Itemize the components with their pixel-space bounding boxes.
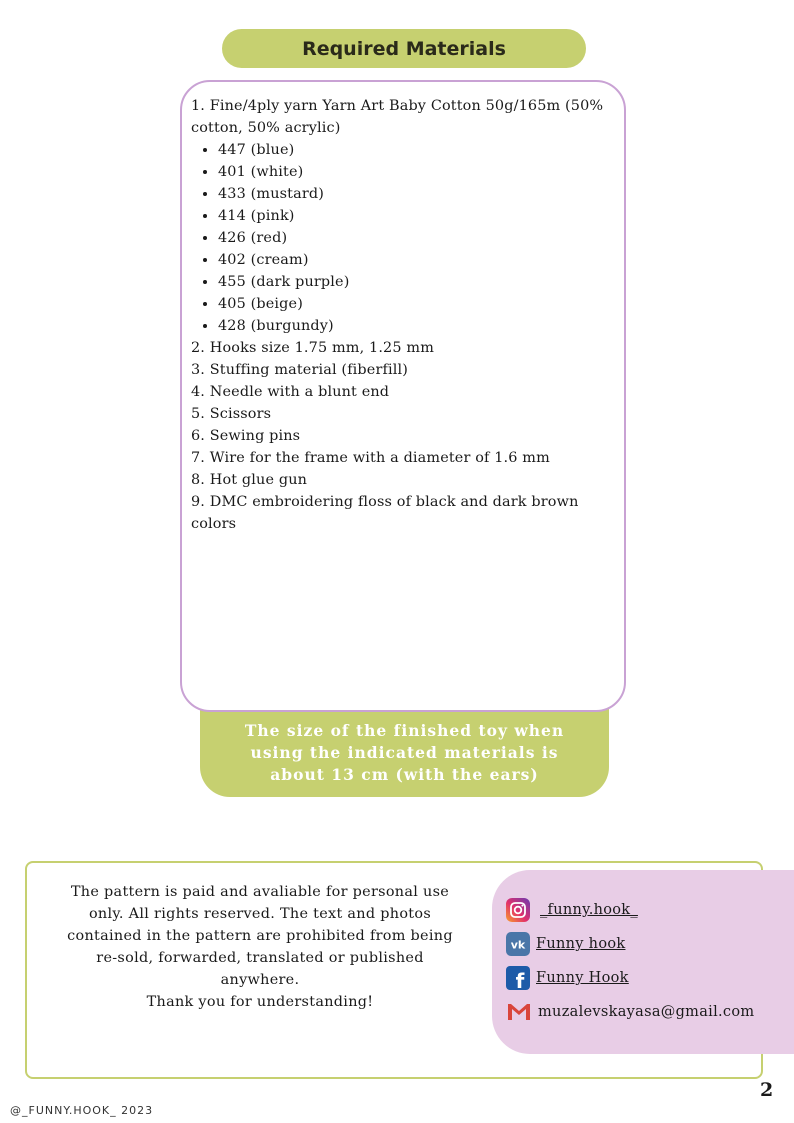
social-instagram[interactable] <box>506 898 638 922</box>
instagram-icon <box>506 898 530 922</box>
vk-icon <box>506 932 530 956</box>
material-item: 9. DMC embroidering floss of black and dark brown colors <box>191 494 579 532</box>
list-item: • 405 (beige) <box>218 293 611 315</box>
vk-handle[interactable]: Funny hook <box>536 936 626 952</box>
list-item: • 401 (white) <box>218 161 611 183</box>
list-item: • 426 (red) <box>218 227 611 249</box>
list-item: • 455 (dark purple) <box>218 271 611 293</box>
material-item: 3. Stuffing material (fiberfill) <box>191 362 408 378</box>
facebook-handle[interactable]: Funny Hook <box>536 970 629 986</box>
material-item: 6. Sewing pins <box>191 428 301 444</box>
list-item: • 433 (mustard) <box>218 183 611 205</box>
list-item: • 402 (cream) <box>218 249 611 271</box>
materials-list <box>191 95 611 535</box>
page-number: 2 <box>760 1079 774 1101</box>
material-item: 8. Hot glue gun <box>191 472 308 488</box>
page-title: Required Materials <box>222 29 586 68</box>
gmail-icon <box>506 1000 530 1024</box>
material-item: 5. Scissors <box>191 406 272 422</box>
facebook-icon <box>506 966 530 990</box>
materials-box <box>180 80 626 712</box>
materials-yarn: 1. Fine/4ply yarn Yarn Art Baby Cotton 50g/165m (50% cotton, 50% acrylic) <box>191 98 604 136</box>
material-item: 2. Hooks size 1.75 mm, 1.25 mm <box>191 340 434 356</box>
instagram-handle[interactable]: _funny.hook_ <box>540 902 638 918</box>
notice-text: The pattern is paid and avaliable for personal use only. All rights reserved. The text and photos contained in the pattern are prohibited from being re-sold, forwarded, translated or published anywhere. <box>67 884 453 988</box>
size-note: The size of the finished toy when using the indicated materials is about 13 cm (with the ears) <box>244 721 565 784</box>
list-item: • 428 (burgundy) <box>218 315 611 337</box>
copyright-footer: @_FUNNY.HOOK_ 2023 <box>10 1104 154 1117</box>
social-email[interactable] <box>506 1000 754 1024</box>
svg-text:f: f <box>515 969 525 990</box>
notice-thanks: Thank you for understanding! <box>146 994 374 1010</box>
svg-text:vk: vk <box>510 938 526 952</box>
social-vk[interactable] <box>506 932 625 956</box>
yarn-colors-list <box>191 139 611 337</box>
email-address[interactable]: muzalevskayasa@gmail.com <box>538 1004 755 1020</box>
material-item: 4. Needle with a blunt end <box>191 384 390 400</box>
list-item: • 414 (pink) <box>218 205 611 227</box>
social-facebook[interactable] <box>506 966 629 990</box>
size-note-box <box>200 700 609 797</box>
list-item: • 447 (blue) <box>218 139 611 161</box>
material-item: 7. Wire for the frame with a diameter of 1.6 mm <box>191 450 550 466</box>
copyright-notice <box>58 881 462 1013</box>
